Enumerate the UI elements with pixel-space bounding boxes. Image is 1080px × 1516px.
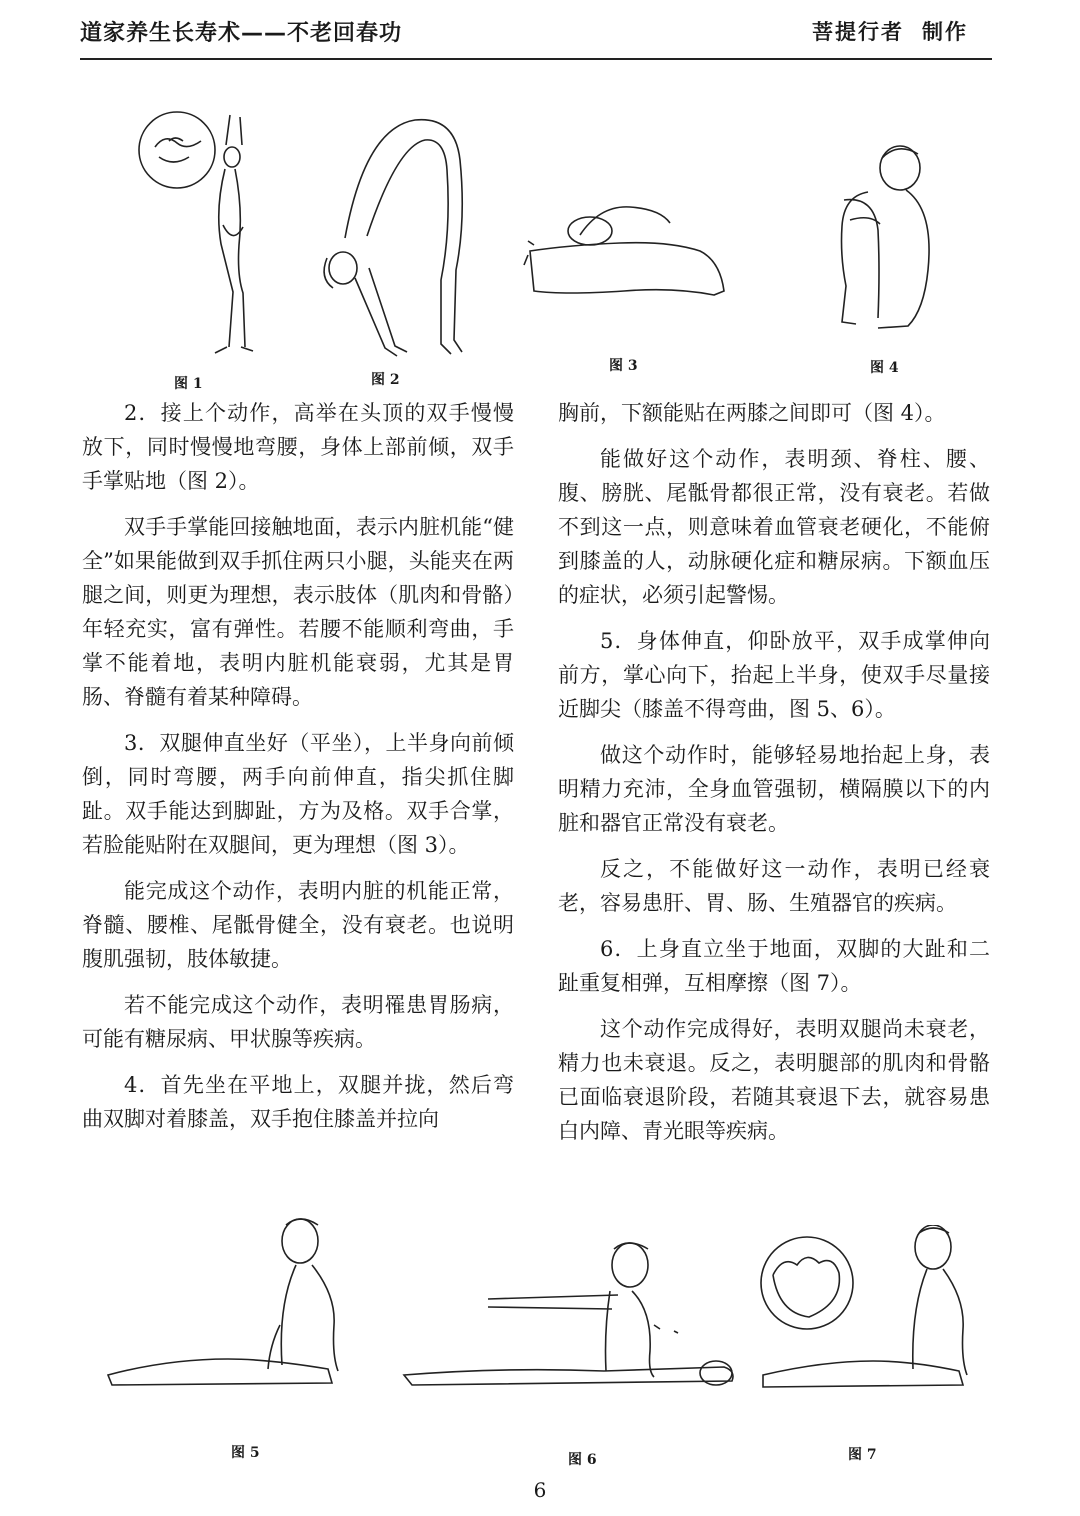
document-title: 道家养生长寿术——不老回春功 <box>80 21 403 46</box>
paragraph: 这个动作完成得好，表明双腿尚未衰老，精力也未衰退。反之，表明腿部的肌肉和骨骼已面临衰退阶段，若随其衰退下去，就容易患白内障、青光眼等疾病。 <box>558 1017 990 1143</box>
credit-line <box>794 16 968 46</box>
paragraph: 5．身体伸直，仰卧放平，双手成掌伸向前方，掌心向下，抬起上半身，使双手尽量接近脚尖（膝盖不得弯曲，图 5、6）。 <box>558 629 990 721</box>
figure-1-caption: 图 1 <box>174 376 203 392</box>
text-column-right <box>558 396 990 1160</box>
page-header <box>80 14 992 60</box>
figure-3-caption: 图 3 <box>609 358 638 374</box>
figure-6-caption: 图 6 <box>568 1452 597 1468</box>
credit-action: 制作 <box>922 20 968 44</box>
figure-7-illustration <box>755 1225 975 1400</box>
figure-5-illustration <box>100 1215 345 1395</box>
paragraph: 反之，不能做好这一动作，表明已经衰老，容易患肝、胃、肠、生殖器官的疾病。 <box>558 857 990 915</box>
paragraph: 能做好这个动作，表明颈、脊柱、腰、腹、膀胱、尾骶骨都很正常，没有衰老。若做不到这一点，则意味着血管衰老硬化，不能俯到膝盖的人，动脉硬化症和糖尿病。下额血压的症状，必须引起警惕。 <box>558 447 990 607</box>
paragraph: 3．双腿伸直坐好（平坐），上半身向前倾倒，同时弯腰，两手向前伸直，指尖抓住脚趾。双手能达到脚趾，方为及格。双手合掌，若脸能贴附在双腿间，更为理想（图 3）。 <box>82 731 514 857</box>
paragraph: 若不能完成这个动作，表明罹患胃肠病，可能有糖尿病、甲状腺等疾病。 <box>82 993 514 1051</box>
figure-2-illustration <box>315 118 475 363</box>
figure-5-caption: 图 5 <box>231 1445 260 1461</box>
paragraph: 胸前，下额能贴在两膝之间即可（图 4）。 <box>558 401 946 425</box>
text-column-left <box>82 396 514 1148</box>
figure-4-illustration <box>820 140 945 335</box>
figure-4-caption: 图 4 <box>870 360 899 376</box>
paragraph: 2．接上个动作，高举在头顶的双手慢慢放下，同时慢慢地弯腰，身体上部前倾，双手手掌贴地（图 2）。 <box>82 401 514 493</box>
paragraph: 4．首先坐在平地上，双腿并拢，然后弯曲双脚对着膝盖，双手抱住膝盖并拉向 <box>82 1073 514 1131</box>
figure-6-illustration <box>398 1235 743 1415</box>
paragraph: 6．上身直立坐于地面，双脚的大趾和二趾重复相弹，互相摩擦（图 7）。 <box>558 937 990 995</box>
figure-1-illustration <box>135 105 275 360</box>
figure-3-illustration <box>520 195 735 300</box>
paragraph: 双手手掌能回接触地面，表示内脏机能“健全”如果能做到双手抓住两只小腿，头能夹在两腿之间，则更为理想，表示肢体（肌肉和骨骼）年轻充实，富有弹性。若腰不能顺利弯曲，手掌不能着地，表明内脏机能衰弱，尤其是胃肠、脊髓有着某种障碍。 <box>82 515 514 709</box>
paragraph: 能完成这个动作，表明内脏的机能正常，脊髓、腰椎、尾骶骨健全，没有衰老。也说明腹肌强韧，肢体敏捷。 <box>82 879 514 971</box>
paragraph: 做这个动作时，能够轻易地抬起上身，表明精力充沛，全身血管强韧，横隔膜以下的内脏和器官正常没有衰老。 <box>558 743 990 835</box>
figure-2-caption: 图 2 <box>371 372 400 388</box>
page-number: 6 <box>533 1478 547 1502</box>
figure-7-caption: 图 7 <box>848 1447 877 1463</box>
author-name: 菩提行者 <box>812 20 904 44</box>
